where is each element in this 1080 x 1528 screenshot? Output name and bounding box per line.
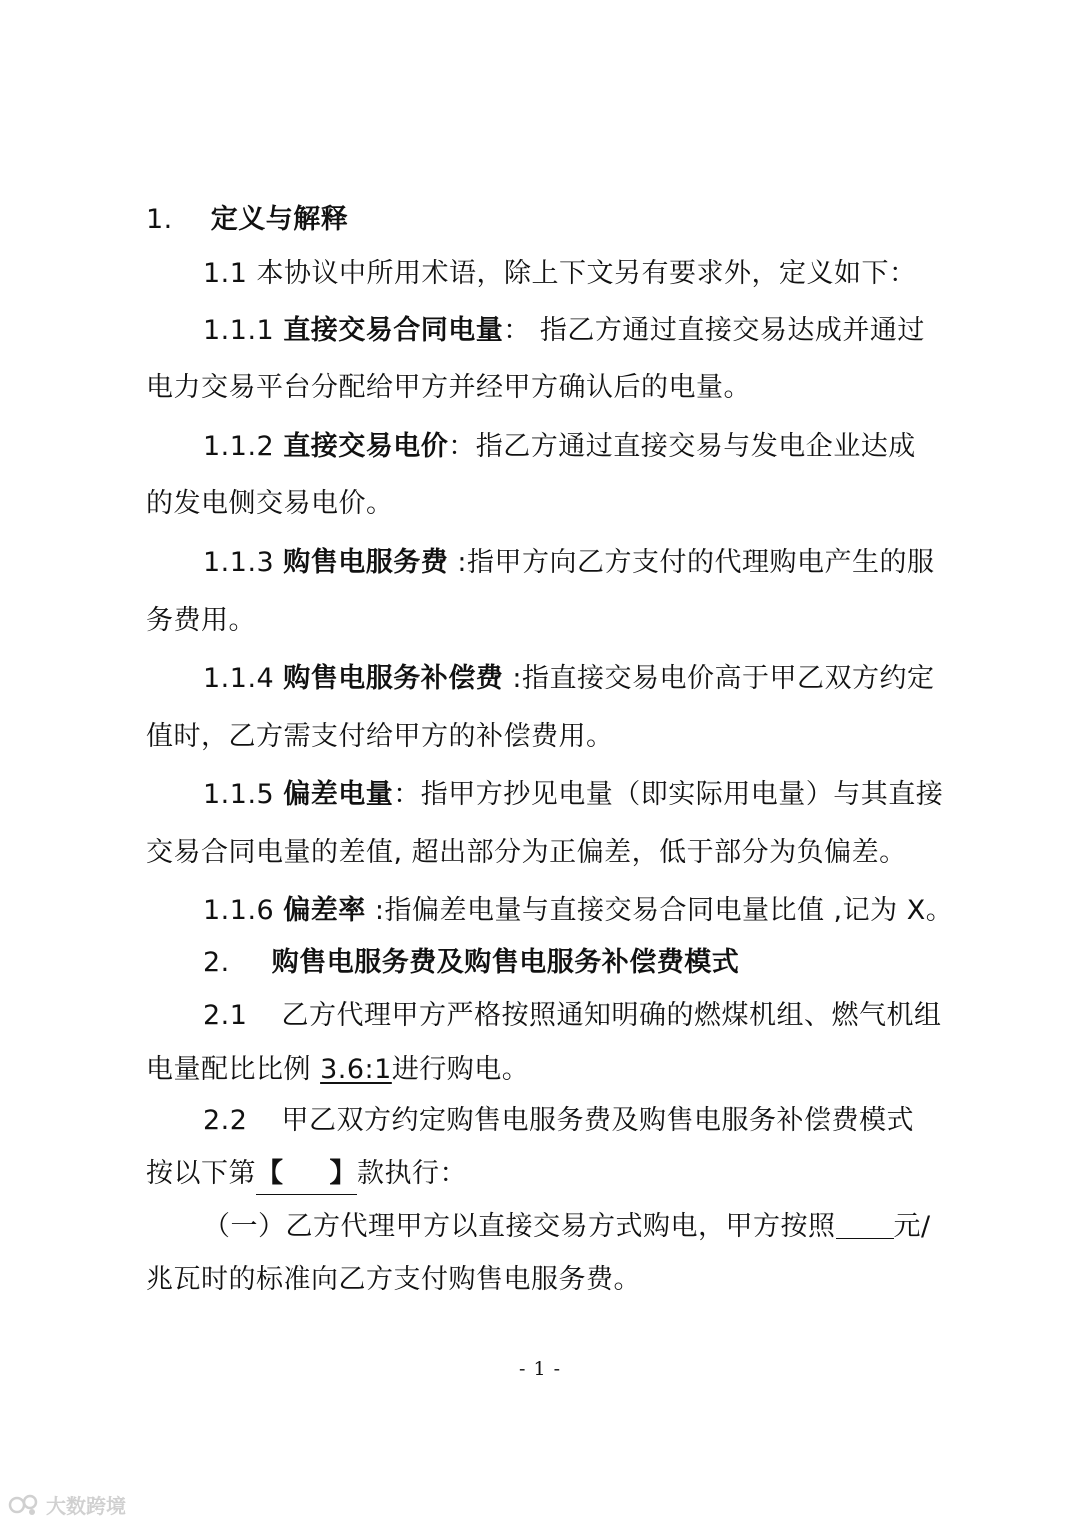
clause-1-1-5-term: 偏差电量 [283, 779, 394, 810]
clause-1-1-2-term: 直接交易电价 [283, 431, 449, 462]
clause-1-1-5-line2: 交易合同电量的差值, 超出部分为正偏差，低于部分为负偏差。 [146, 837, 907, 868]
watermark [8, 1490, 126, 1519]
watermark-text: 大数跨境 [46, 1494, 126, 1518]
clause-1-1-3-text: :指甲方向乙方支付的代理购电产生的服 [448, 547, 935, 578]
clause-1-1-1-line2: 电力交易平台分配给甲方并经甲方确认后的电量。 [146, 372, 751, 403]
clause-1-1-1-line1 [203, 311, 925, 351]
clause-2-1-line1 [203, 996, 941, 1036]
watermark-logo-icon [8, 1492, 40, 1518]
clause-1-1-6-text: :指偏差电量与直接交易合同电量比值 ,记为 X。 [365, 895, 954, 926]
section-1-number: 1. [146, 204, 173, 235]
clause-1-1-6 [203, 891, 953, 931]
clause-2-2-text: 甲乙双方约定购售电服务费及购售电服务补偿费模式 [281, 1105, 914, 1136]
clause-1-1-1-text: ： 指乙方通过直接交易达成并通过 [503, 315, 925, 346]
section-1-title: 定义与解释 [210, 204, 349, 235]
option-1-line1 [203, 1207, 931, 1247]
clause-1-1-2-text: ：指乙方通过直接交易与发电企业达成 [448, 431, 916, 462]
clause-2-2-line2 [146, 1154, 467, 1195]
clause-2-2-line1 [203, 1101, 914, 1141]
section-2-number: 2. [203, 947, 230, 978]
option-1-text1a: （一）乙方代理甲方以直接交易方式购电，甲方按照 [203, 1211, 836, 1242]
clause-2-1-text2b: 进行购电。 [391, 1054, 530, 1085]
clause-1-1-4-text: :指直接交易电价高于甲乙双方约定 [503, 663, 935, 694]
section-2-title: 购售电服务费及购售电服务补偿费模式 [271, 947, 740, 978]
clause-1-1-6-term: 偏差率 [283, 895, 366, 926]
clause-1-1-5-text: ：指甲方抄见电量（即实际用电量）与其直接 [393, 779, 944, 810]
clause-1-1-3-line2: 务费用。 [146, 605, 256, 636]
clause-2-1-line2 [146, 1050, 529, 1090]
option-1-line2: 兆瓦时的标准向乙方支付购售电服务费。 [146, 1264, 641, 1295]
clause-1-1: 1.1 本协议中所用术语，除上下文另有要求外，定义如下： [203, 258, 917, 289]
bracket-close: 】 [329, 1158, 357, 1189]
clause-1-1-2-line2: 的发电侧交易电价。 [146, 488, 394, 519]
clause-2-1-number: 2.1 [203, 1000, 248, 1031]
ratio-value: 3.6:1 [320, 1054, 392, 1085]
clause-1-1-4-line1 [203, 659, 934, 699]
clause-1-1-4-number: 1.1.4 [203, 663, 275, 694]
clause-2-1-text: 乙方代理甲方严格按照通知明确的燃煤机组、燃气机组 [281, 1000, 942, 1031]
clause-2-1-text2a: 电量配比比例 [146, 1054, 321, 1085]
option-selection-field[interactable] [256, 1154, 357, 1195]
clause-1-1-4-line2: 值时，乙方需支付给甲方的补偿费用。 [146, 721, 614, 752]
clause-1-1-2-number: 1.1.2 [203, 431, 284, 462]
clause-2-2-number: 2.2 [203, 1105, 248, 1136]
option-1-text1b: 元/ [893, 1211, 931, 1242]
clause-1-1-1-term: 直接交易合同电量 [283, 315, 504, 346]
clause-2-2-text2b: 款执行： [357, 1158, 467, 1189]
clause-1-1-3-term: 购售电服务费 [283, 547, 449, 578]
section-1-heading [146, 200, 348, 240]
page-number: - 1 - [518, 1358, 561, 1380]
clause-1-1-5-number: 1.1.5 [203, 779, 275, 810]
clause-1-1-1-number: 1.1.1 [203, 315, 275, 346]
price-blank-field[interactable] [836, 1210, 894, 1239]
clause-1-1-3-line1 [203, 543, 934, 583]
clause-1-1-4-term: 购售电服务补偿费 [283, 663, 504, 694]
clause-1-1-3-number: 1.1.3 [203, 547, 275, 578]
clause-1-1-2-line1 [203, 427, 916, 467]
bracket-open: 【 [256, 1158, 284, 1189]
section-2-heading [203, 943, 739, 983]
clause-1-1-6-number: 1.1.6 [203, 895, 275, 926]
clause-2-2-text2a: 按以下第 [146, 1158, 256, 1189]
clause-1-1-5-line1 [203, 775, 943, 815]
